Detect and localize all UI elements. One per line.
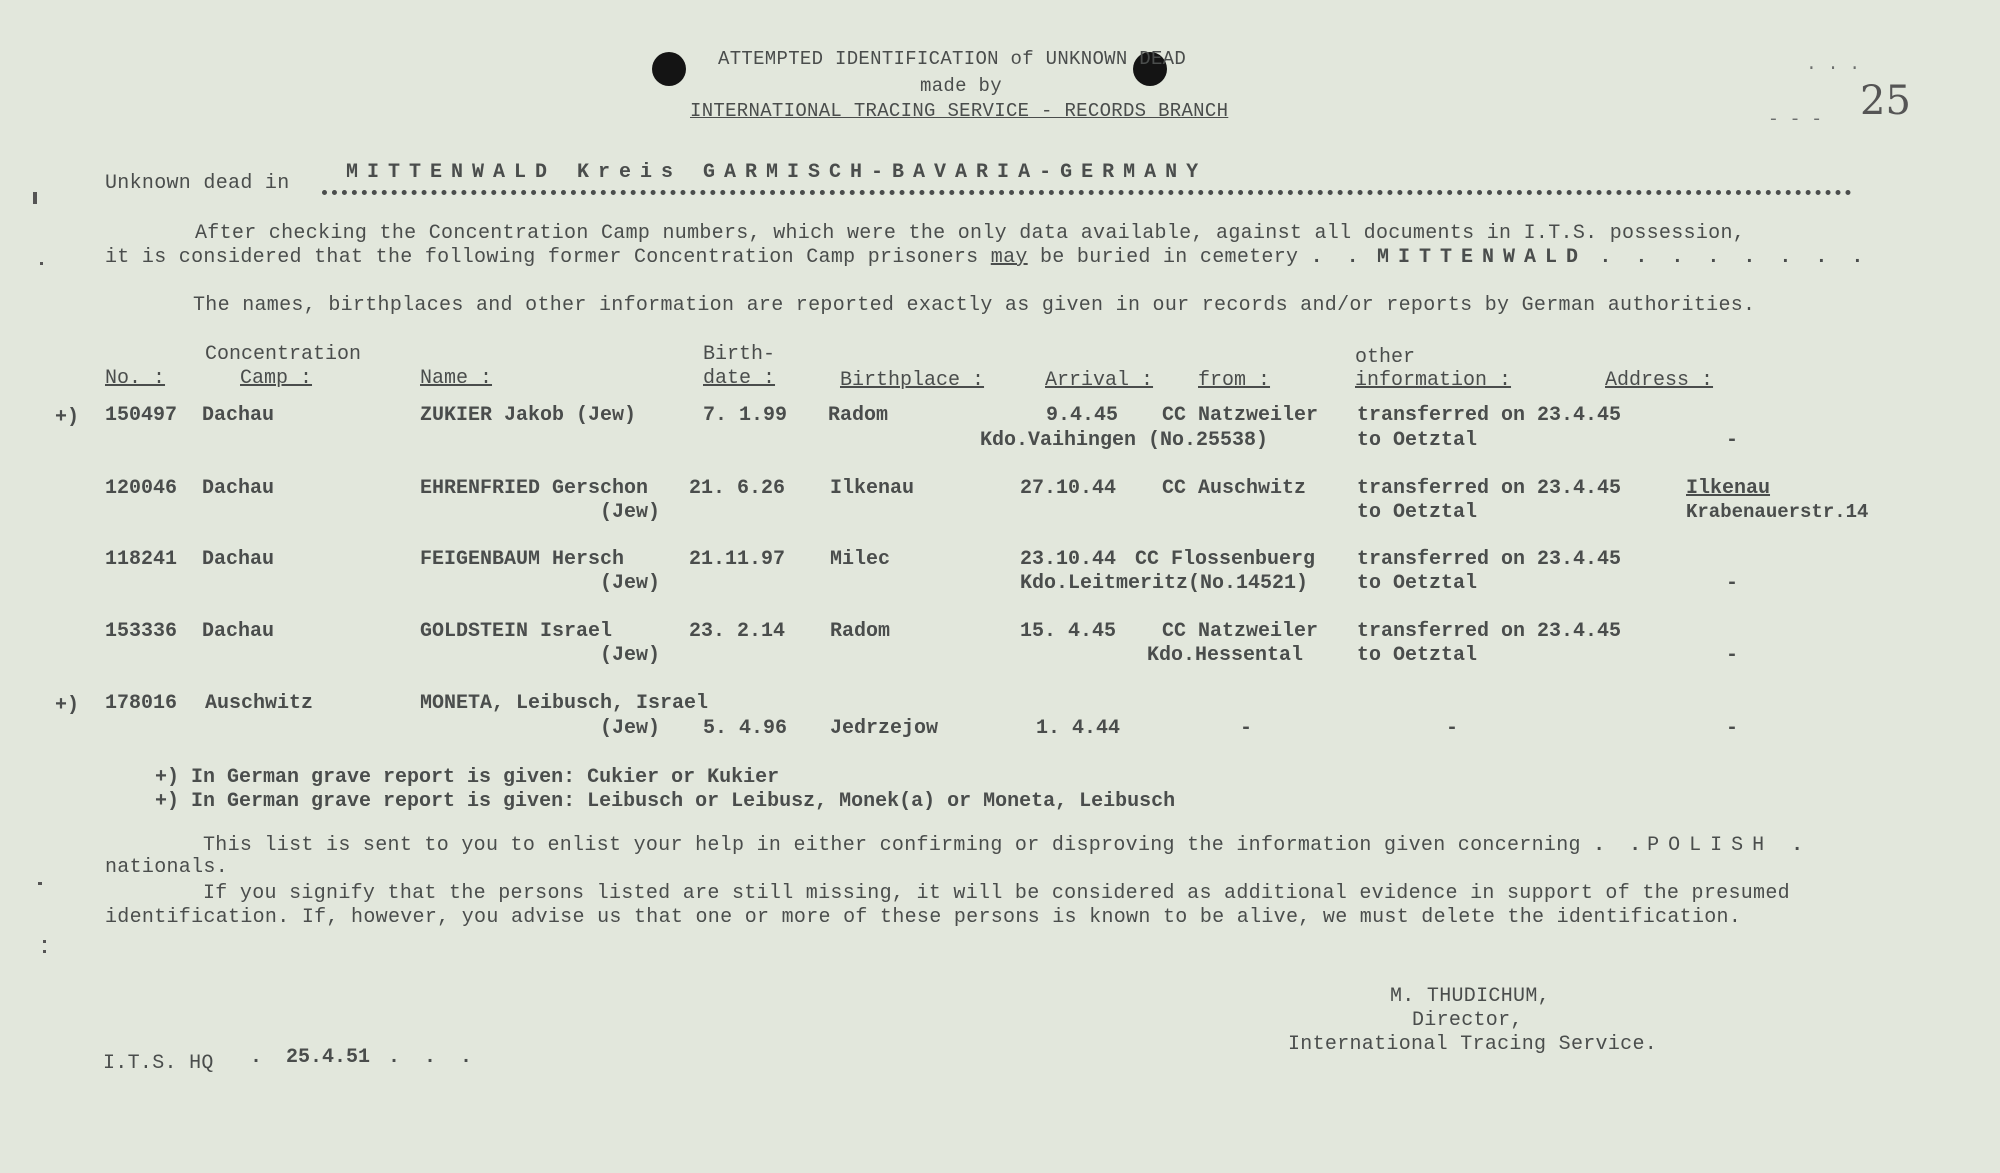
row-other-2: to Oetztal — [1357, 572, 1478, 595]
row-from-2: Kdo.Leitmeritz(No.14521) — [1020, 572, 1309, 595]
row-other-2: to Oetztal — [1357, 501, 1478, 524]
row-camp: Dachau — [202, 404, 275, 427]
row-mark: +) — [55, 406, 80, 429]
signature-name: M. THUDICHUM, — [1390, 985, 1550, 1008]
row-address-2: - — [1726, 429, 1739, 452]
intro-may: may — [990, 246, 1028, 269]
intro-line-1: After checking the Concentration Camp numbers, which were the only data available, against all documents in I.T.S. possession, — [195, 222, 1746, 245]
footer-date-line: . 25.4.51 . . . — [250, 1046, 479, 1069]
location-value: MITTENWALD Kreis GARMISCH-BAVARIA-GERMANY — [342, 161, 1211, 184]
row-camp: Dachau — [202, 477, 275, 500]
row-from: CC Natzweiler — [1162, 404, 1319, 427]
location-label: Unknown dead in — [105, 172, 290, 195]
row-address-2: - — [1726, 644, 1739, 667]
row-no: 153336 — [105, 620, 178, 643]
row-other-2: - — [1446, 717, 1459, 740]
row-other: transferred on 23.4.45 — [1357, 620, 1622, 643]
row-camp: Dachau — [202, 620, 275, 643]
row-address: Ilkenau — [1686, 477, 1771, 500]
corner-marks: - - - — [1768, 110, 1823, 130]
header-title: ATTEMPTED IDENTIFICATION of UNKNOWN DEAD — [718, 48, 1187, 70]
row-address-2: Krabenauerstr.14 — [1686, 501, 1869, 523]
signature-org: International Tracing Service. — [1288, 1033, 1658, 1056]
row-other: transferred on 23.4.45 — [1357, 404, 1622, 427]
footer-label: I.T.S. HQ — [103, 1052, 214, 1075]
row-no: 150497 — [105, 404, 178, 427]
row-birthplace: Jedrzejow — [830, 717, 939, 740]
row-from: CC Auschwitz — [1162, 477, 1307, 500]
row-name-2: (Jew) — [600, 644, 661, 667]
row-birthdate: 23. 2.14 — [689, 620, 786, 643]
row-no: 120046 — [105, 477, 178, 500]
intro-line-2-start: it is considered that the following former Concentration Camp prisoners — [105, 246, 979, 269]
closing-p2-line1: If you signify that the persons listed are still missing, it will be considered as additional evidence in support of the presumed — [203, 882, 1790, 905]
row-camp: Auschwitz — [205, 692, 314, 715]
row-name: GOLDSTEIN Israel — [420, 620, 613, 643]
row-name-2: (Jew) — [600, 717, 661, 740]
closing-p1-line2: nationals. — [105, 856, 229, 879]
row-birthplace: Radom — [828, 404, 889, 427]
intro-line-3: The names, birthplaces and other information are reported exactly as given in our records and/or reports by German authorities. — [193, 294, 1756, 317]
row-birthdate: 7. 1.99 — [703, 404, 788, 427]
row-arrival: 15. 4.45 — [1020, 620, 1117, 643]
closing-p1-line1: This list is sent to you to enlist your help in either confirming or disproving the information given concerning . .POLISH . — [203, 834, 1810, 857]
row-from: CC Natzweiler — [1162, 620, 1319, 643]
closing-p1-text: This list is sent to you to enlist your help in either confirming or disproving the information given concerning — [203, 834, 1581, 857]
row-name-2: (Jew) — [600, 572, 661, 595]
row-mark: +) — [55, 694, 80, 717]
header-org: INTERNATIONAL TRACING SERVICE - RECORDS BRANCH — [690, 100, 1229, 122]
corner-marks-top: . . . — [1806, 55, 1861, 75]
header-no: No. : — [105, 367, 166, 390]
row-from-2: - — [1240, 717, 1253, 740]
cemetery-name: MITTENWALD — [1376, 246, 1587, 269]
signature-title: Director, — [1412, 1009, 1523, 1032]
row-address-2: - — [1726, 717, 1739, 740]
header-arrival: Arrival : — [1045, 369, 1154, 392]
header-made-by: made by — [920, 75, 1002, 97]
row-birthplace: Radom — [830, 620, 891, 643]
row-name: FEIGENBAUM Hersch — [420, 548, 625, 571]
intro-line-2: it is considered that the following former Concentration Camp prisoners may be buried in cemetery . . MITTENWALD . . . . . . . . — [105, 246, 1870, 269]
page-number: 25 — [1860, 78, 1911, 124]
header-birthplace: Birthplace : — [840, 369, 985, 392]
row-arrival: 23.10.44 — [1020, 548, 1117, 571]
row-arrival: 1. 4.44 — [1036, 717, 1121, 740]
row-birthdate: 21.11.97 — [689, 548, 786, 571]
header-address: Address : — [1605, 369, 1714, 392]
header-from: from : — [1198, 369, 1271, 392]
row-from-2: Kdo.Vaihingen (No.25538) — [980, 429, 1269, 452]
footnote-2: +) In German grave report is given: Leibusch or Leibusz, Monek(a) or Moneta, Leibusch — [155, 790, 1176, 813]
row-no: 118241 — [105, 548, 178, 571]
row-birthdate: 5. 4.96 — [703, 717, 788, 740]
punch-hole-left — [652, 52, 686, 86]
row-birthplace: Milec — [830, 548, 891, 571]
header-other-1: other — [1355, 346, 1416, 369]
header-birthdate-1: Birth- — [703, 343, 776, 366]
header-camp-2: Camp : — [240, 367, 313, 390]
header-birthdate-2: date : — [703, 367, 776, 390]
footer-date: 25.4.51 — [286, 1046, 371, 1069]
row-other: transferred on 23.4.45 — [1357, 477, 1622, 500]
row-name-2: (Jew) — [600, 501, 661, 524]
row-from-2: Kdo.Hessental — [1147, 644, 1304, 667]
row-arrival: 27.10.44 — [1020, 477, 1117, 500]
row-no: 178016 — [105, 692, 178, 715]
closing-p2-line2: identification. If, however, you advise us that one or more of these persons is known to be alive, we must delete the identification. — [105, 906, 1742, 929]
row-other-2: to Oetztal — [1357, 429, 1478, 452]
row-camp: Dachau — [202, 548, 275, 571]
header-other-2: information : — [1355, 369, 1512, 392]
row-birthplace: Ilkenau — [830, 477, 915, 500]
intro-line-2-end: be buried in cemetery — [1039, 246, 1299, 269]
header-name: Name : — [420, 367, 493, 390]
footnote-1: +) In German grave report is given: Cukier or Kukier — [155, 766, 780, 789]
row-birthdate: 21. 6.26 — [689, 477, 786, 500]
row-name: EHRENFRIED Gerschon — [420, 477, 649, 500]
row-address-2: - — [1726, 572, 1739, 595]
row-arrival: 9.4.45 — [1046, 404, 1119, 427]
row-name: MONETA, Leibusch, Israel — [420, 692, 709, 715]
header-camp-1: Concentration — [205, 343, 362, 366]
row-other: transferred on 23.4.45 — [1357, 548, 1622, 571]
row-other-2: to Oetztal — [1357, 644, 1478, 667]
row-from: CC Flossenbuerg — [1135, 548, 1316, 571]
row-name: ZUKIER Jakob (Jew) — [420, 404, 637, 427]
nationality: POLISH — [1647, 834, 1774, 857]
